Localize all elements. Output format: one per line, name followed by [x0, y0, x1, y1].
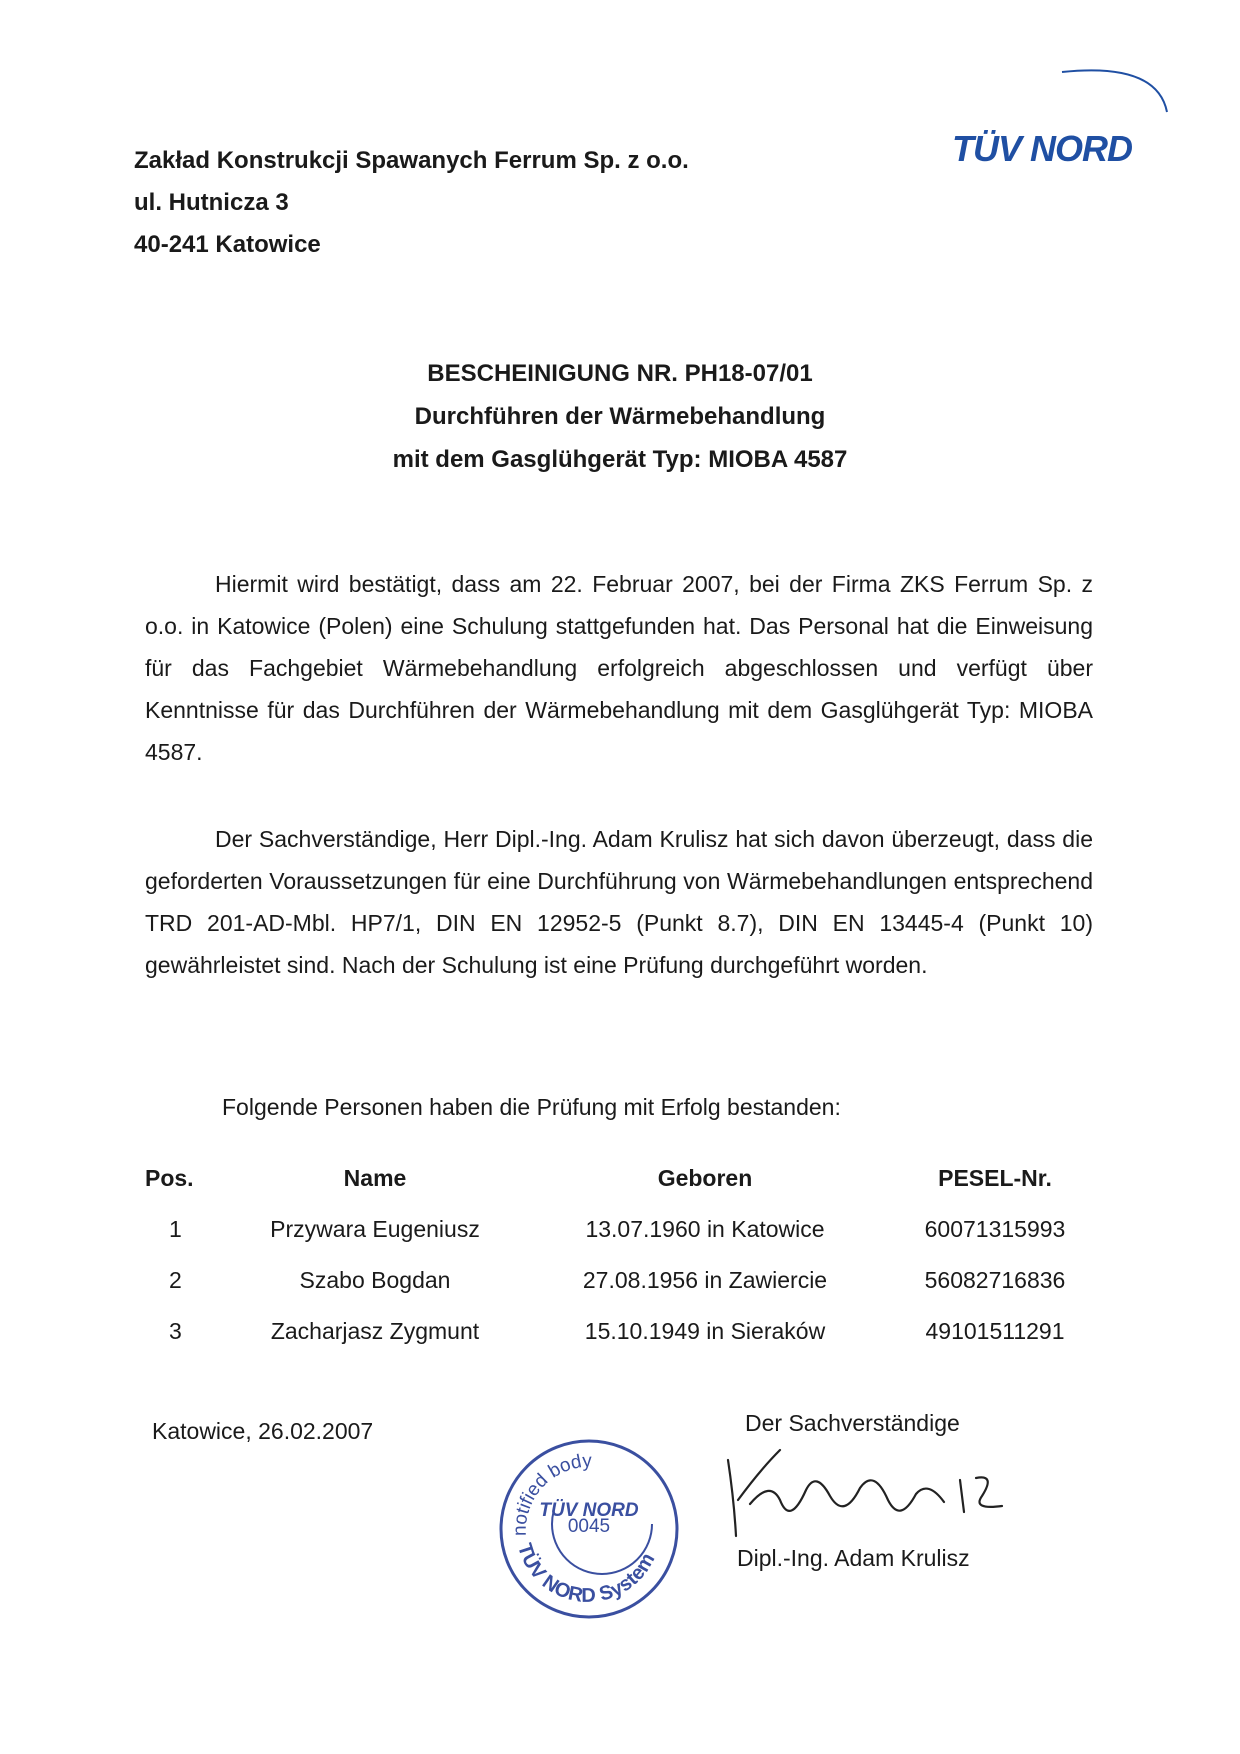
place-date: Katowice, 26.02.2007 — [152, 1418, 374, 1444]
document-title — [0, 352, 1240, 481]
signature-image — [720, 1440, 1040, 1550]
header-pos: Pos. — [145, 1165, 194, 1191]
row-name: Zacharjasz Zygmunt — [270, 1318, 480, 1344]
title-line-1: BESCHEINIGUNG NR. PH18-07/01 — [427, 360, 813, 387]
tuv-nord-logo — [952, 62, 1182, 172]
sender-company: Zakład Konstrukcji Spawanych Ferrum Sp. z o.o. — [134, 147, 689, 174]
stamp-number: 0045 — [567, 1516, 611, 1537]
table-row — [145, 1267, 1105, 1318]
paragraph-confirmation — [145, 563, 1093, 773]
row-pos: 1 — [169, 1216, 182, 1242]
table-row — [145, 1318, 1105, 1369]
sender-address — [134, 140, 689, 266]
row-born: 27.08.1956 in Zawiercie — [582, 1267, 828, 1293]
paragraph-2-text: Der Sachverständige, Herr Dipl.-Ing. Adam Krulisz hat sich davon überzeugt, dass die geforderten Voraussetzungen für eine Durchführung von Wärmebehandlungen entsprechend TRD 201-AD-Mbl. HP7/1, DIN EN 12952-5 (Punkt 8.7), DIN EN 13445-4 (Punkt 10) gewährleistet sind. Nach der Schulung ist eine Prüfung durchgeführt worden. — [145, 826, 1093, 978]
notified-body-stamp — [496, 1436, 682, 1622]
expert-label: Der Sachverständige — [745, 1410, 960, 1436]
paragraph-expert — [145, 818, 1093, 986]
sender-street: ul. Hutnicza 3 — [134, 189, 289, 216]
stamp-logo-text: TÜV NORD — [539, 1500, 639, 1521]
paragraph-1-text: Hiermit wird bestätigt, dass am 22. Februar 2007, bei der Firma ZKS Ferrum Sp. z o.o. in Katowice (Polen) eine Schulung stattgefunden hat. Das Personal hat die Einweisung für das Fachgebiet Wärmebehandlung erfolgreich abgeschlossen und verfügt über Kenntnisse für das Durchführen der Wärmebehandlung mit dem Gasglühgerät Typ: MIOBA 4587. — [145, 571, 1093, 765]
expert-name: Dipl.-Ing. Adam Krulisz — [737, 1545, 970, 1571]
row-pesel: 60071315993 — [924, 1216, 1066, 1242]
row-pesel: 56082716836 — [924, 1267, 1066, 1293]
table-row — [145, 1216, 1105, 1267]
row-born: 13.07.1960 in Katowice — [585, 1216, 825, 1242]
table-header-row — [145, 1165, 1105, 1216]
row-pos: 2 — [169, 1267, 182, 1293]
row-pos: 3 — [169, 1318, 182, 1344]
row-name: Przywara Eugeniusz — [270, 1216, 480, 1242]
row-name: Szabo Bogdan — [299, 1267, 451, 1293]
title-line-2: Durchführen der Wärmebehandlung — [414, 403, 826, 430]
paragraph-persons-intro — [222, 1086, 1122, 1128]
stamp-top-text: notified body — [509, 1450, 593, 1537]
row-pesel: 49101511291 — [925, 1318, 1065, 1344]
title-line-3: mit dem Gasglühgerät Typ: MIOBA 4587 — [392, 446, 848, 473]
header-name: Name — [343, 1165, 407, 1191]
header-pesel: PESEL-Nr. — [938, 1165, 1052, 1191]
paragraph-3-text: Folgende Personen haben die Prüfung mit Erfolg bestanden: — [222, 1094, 841, 1120]
row-born: 15.10.1949 in Sieraków — [584, 1318, 826, 1344]
sender-city: 40-241 Katowice — [134, 231, 321, 258]
stamp-bottom-text: TÜV NORD System — [512, 1540, 660, 1607]
persons-table — [145, 1165, 1105, 1369]
header-born: Geboren — [657, 1165, 753, 1191]
logo-text: TÜV NORD — [952, 128, 1132, 169]
